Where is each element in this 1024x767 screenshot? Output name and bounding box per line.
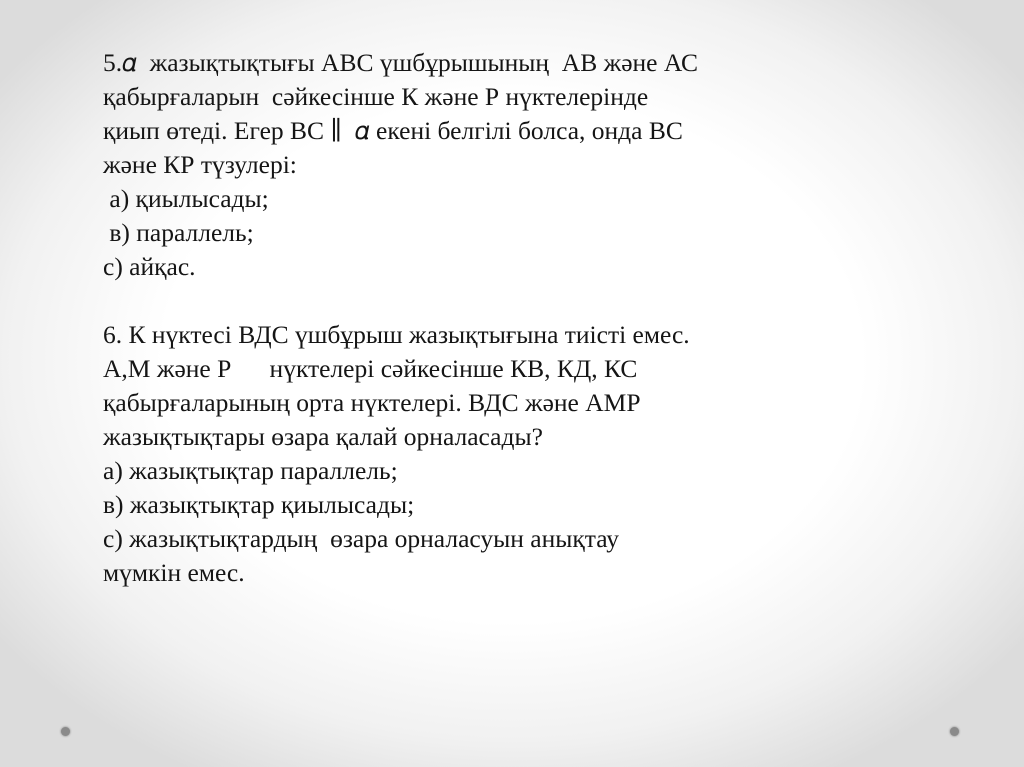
q6-line-3: қабырғаларының орта нүктелері. ВДС және АМР [103, 388, 641, 417]
q6-option-a: а) жазықтықтар параллель; [103, 456, 398, 485]
q6-line-2: А,М және Р нүктелері сәйкесінше КВ, КД, КС [103, 354, 638, 383]
q6-line-1: 6. К нүктесі ВДС үшбұрыш жазықтығына тиісті емес. [103, 320, 690, 349]
corner-dot-right [950, 727, 959, 736]
q5-option-a: а) қиылысады; [103, 184, 269, 213]
q5-line-3: қиып өтеді. Егер ВС ∥ 𝛼 екені белгілі болса, онда ВС [103, 116, 683, 145]
q5-option-b: в) параллель; [103, 218, 254, 247]
q6-option-b: в) жазықтықтар қиылысады; [103, 490, 415, 519]
corner-dot-left [61, 727, 70, 736]
slide-content [103, 46, 863, 590]
q6-option-c-continued: мүмкін емес. [103, 558, 245, 587]
q5-line-4: және КР түзулері: [103, 150, 297, 179]
q6-line-4: жазықтықтары өзара қалай орналасады? [103, 422, 543, 451]
q5-option-c: с) айқас. [103, 252, 196, 281]
q5-line-2: қабырғаларын сәйкесінше К және Р нүктелерінде [103, 82, 649, 111]
q5-line-1: 5.𝛼 жазықтықтығы АВС үшбұрышының АВ және АС [103, 48, 699, 77]
q6-option-c: с) жазықтықтардың өзара орналасуын анықтау [103, 524, 619, 553]
spacer [103, 284, 863, 318]
